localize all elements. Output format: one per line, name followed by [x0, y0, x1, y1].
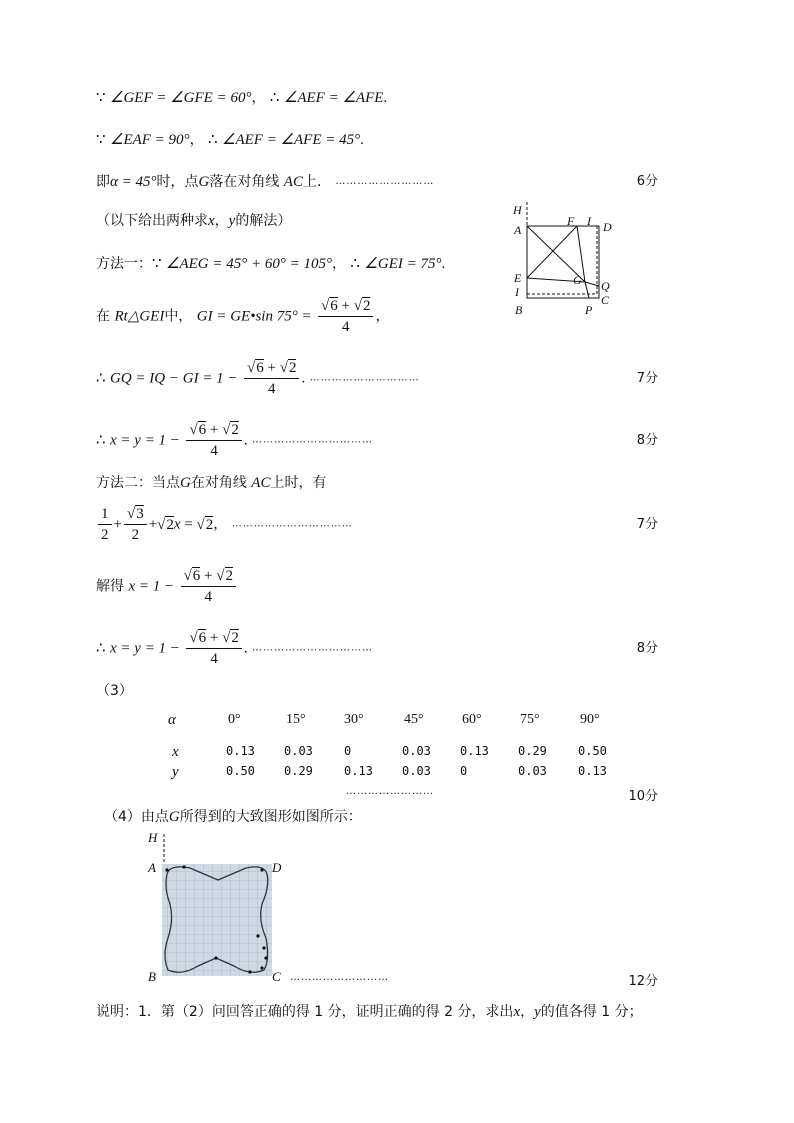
label-h: H: [513, 203, 522, 217]
table-cell: 0: [344, 744, 352, 758]
label-c: C: [272, 969, 281, 984]
score-12: 12分: [628, 974, 658, 989]
label-b: B: [515, 303, 523, 317]
label-q: Q: [601, 279, 610, 293]
label-a: A: [148, 860, 156, 875]
label-p: P: [585, 303, 593, 317]
table-cell: 0.03: [518, 764, 547, 778]
table-cell: 60°: [462, 712, 482, 727]
table-cell: 30°: [344, 712, 364, 727]
line-4: （以下给出两种求x，y的解法）: [96, 213, 292, 229]
locus-point: [262, 946, 265, 949]
label-h: H: [148, 830, 158, 845]
locus-figure: [140, 826, 300, 986]
fraction-half: $\frac{1}{2}$: [98, 504, 112, 545]
table-cell: 0.13: [578, 764, 607, 778]
table-cell: y: [172, 764, 179, 780]
line-12: ∴ x = y = 1 − $\frac{√6 + √2}{4}$ . ……………………………: [96, 630, 374, 667]
line-2: ∵ ∠EAF = 90°， ∴ ∠AEF = ∠AFE = 45°.: [96, 132, 364, 148]
fraction: $\frac{√6 + √2}{4}$: [318, 296, 373, 337]
line-9: 方法二：当点G在对角线 AC上时，有: [96, 475, 327, 491]
label-g: G: [573, 273, 582, 287]
line-16: ………………………: [290, 972, 389, 983]
table-cell: 0: [460, 764, 468, 778]
line-8: ∴ x = y = 1 − $\frac{√6 + √2}{4}$ . ……………………………: [96, 422, 374, 459]
label-d: D: [603, 220, 612, 234]
locus-point: [256, 934, 259, 937]
locus-point: [248, 970, 251, 973]
table-cell: 0.03: [402, 764, 431, 778]
label-i-top: I: [587, 214, 591, 228]
table-cell: 75°: [520, 712, 540, 727]
line-11: 解得 x = 1 − $\frac{√6 + √2}{4}$: [96, 566, 238, 607]
line-3: 即α = 45°时，点G落在对角线 AC上． ………………………: [96, 174, 435, 190]
table-cell: 0.50: [578, 744, 607, 758]
score-6: 6分: [636, 174, 658, 189]
locus-point: [182, 865, 185, 868]
label-e: E: [514, 271, 522, 285]
fraction: $\frac{√6 + √2}{4}$: [186, 420, 241, 461]
score-8a: 8分: [636, 433, 658, 448]
line-6: 在 Rt△GEI中， GI = GE•sin 75° = $\frac{√6 + √2}{4}$ ，: [96, 298, 390, 335]
locus-point: [264, 956, 267, 959]
label-b: B: [148, 969, 156, 984]
fraction: $\frac{√6 + √2}{4}$: [181, 566, 236, 607]
table-cell: 0.29: [518, 744, 547, 758]
table-cell: x: [172, 744, 179, 760]
line-7: ∴ GQ = IQ − GI = 1 − $\frac{√6 + √2}{4}$ . …………………………: [96, 360, 420, 397]
table-cell: 0.29: [284, 764, 313, 778]
label-c: C: [601, 293, 610, 307]
line-15: （4）由点G所得到的大致图形如图所示：: [104, 809, 362, 825]
label-a: A: [514, 223, 522, 237]
table-cell: 15°: [286, 712, 306, 727]
label-i-left: I: [515, 285, 519, 299]
line-14: ……………………: [346, 786, 434, 797]
line-1: ∵ ∠GEF = ∠GFE = 60°， ∴ ∠AEF = ∠AFE.: [96, 90, 388, 106]
locus-point: [165, 868, 168, 871]
segment-gp: [585, 282, 589, 298]
locus-point: [214, 956, 217, 959]
fraction: $\frac{√6 + √2}{4}$: [244, 358, 299, 399]
table-cell: α: [168, 712, 176, 728]
line-10: $\frac{1}{2}$ + $\frac{√3}{2}$ +√2x = √2， ……………………………: [96, 504, 353, 545]
score-7b: 7分: [636, 517, 658, 532]
geometry-figure-square: [505, 198, 625, 318]
label-f: F: [567, 214, 575, 228]
score-7: 7分: [636, 371, 658, 386]
table-cell: 0.13: [460, 744, 489, 758]
table-cell: 0.13: [226, 744, 255, 758]
table-cell: 90°: [580, 712, 600, 727]
table-cell: 0.03: [402, 744, 431, 758]
locus-point: [260, 966, 263, 969]
table-cell: 45°: [404, 712, 424, 727]
fraction-root3: $\frac{√3}{2}$: [124, 504, 147, 545]
table-cell: 0.03: [284, 744, 313, 758]
score-8b: 8分: [636, 641, 658, 656]
table-cell: 0°: [228, 712, 241, 727]
line-17: 说明：1．第（2）问回答正确的得 1 分，证明正确的得 2 分，求出x，y的值各得 1 分；: [96, 1004, 643, 1020]
locus-point: [260, 868, 263, 871]
table-cell: 0.13: [344, 764, 373, 778]
line-5: 方法一：∵ ∠AEG = 45° + 60° = 105°， ∴ ∠GEI = 75°.: [96, 256, 446, 272]
line-13: （3）: [96, 683, 133, 699]
score-10: 10分: [628, 789, 658, 804]
label-d: D: [272, 860, 282, 875]
fraction: $\frac{√6 + √2}{4}$: [186, 628, 241, 669]
table-cell: 0.50: [226, 764, 255, 778]
